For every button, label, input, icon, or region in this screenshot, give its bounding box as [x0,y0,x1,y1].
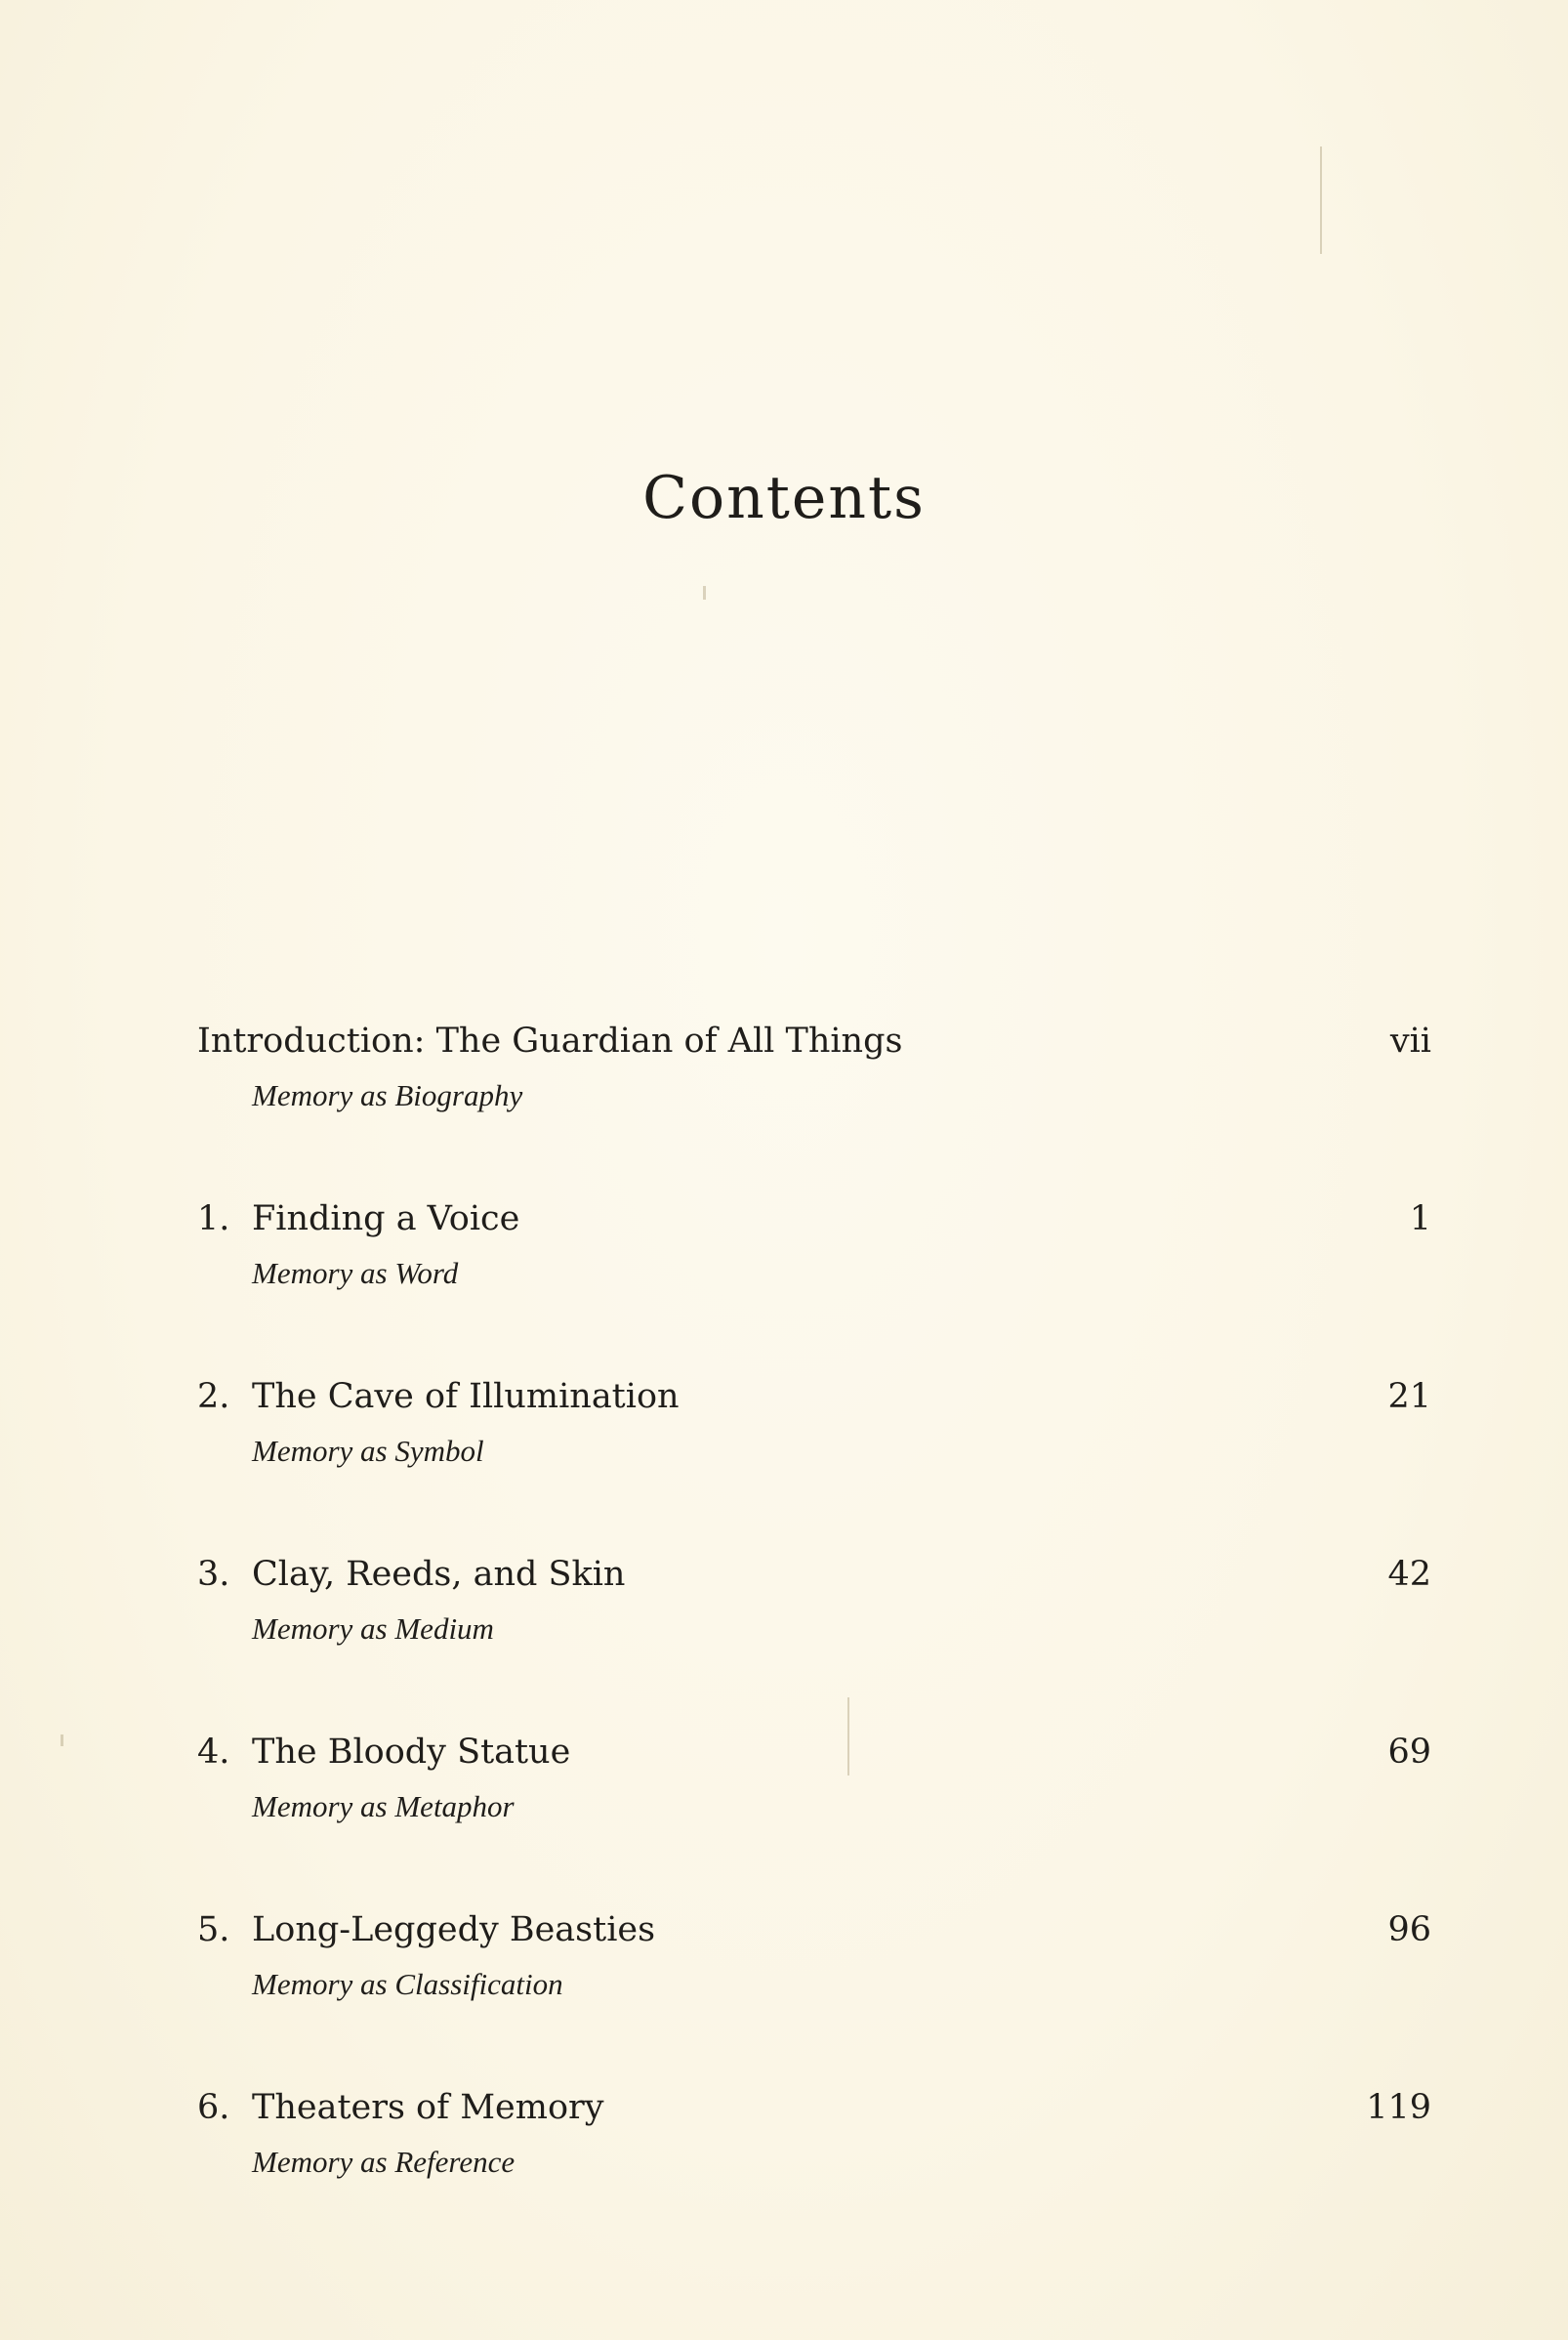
toc-entry-chapter-6 [0,2086,1568,2203]
chapter-number: 5. [197,1910,230,1949]
toc-entry-chapter-3 [0,1553,1568,1670]
entry-subtitle: Memory as Biography [252,1078,523,1112]
entry-page-number: 1 [1409,1199,1431,1238]
entry-title: Clay, Reeds, and Skin [252,1555,626,1594]
page-title: Contents [642,464,926,533]
entry-page-number: 96 [1387,1910,1431,1949]
entry-subtitle: Memory as Reference [252,2145,516,2179]
toc-entry-chapter-4 [0,1731,1568,1848]
entry-title: The Bloody Statue [252,1733,571,1772]
chapter-number: 6. [197,2088,230,2127]
entry-title: Theaters of Memory [252,2088,604,2127]
chapter-number: 2. [197,1377,230,1416]
toc-entry-chapter-2 [0,1375,1568,1492]
toc-entry-chapter-1 [0,1197,1568,1315]
entry-page-number: 69 [1387,1733,1431,1772]
entry-page-number: 21 [1387,1377,1431,1416]
chapter-number: 4. [197,1733,230,1772]
entry-subtitle: Memory as Symbol [252,1434,484,1468]
entry-page-number: 42 [1387,1555,1431,1594]
entry-subtitle: Memory as Metaphor [252,1789,515,1823]
entry-title: Finding a Voice [252,1199,520,1238]
entry-title: Long-Leggedy Beasties [252,1910,656,1949]
toc-entry-chapter-5 [0,1908,1568,2026]
chapter-number: 1. [197,1199,230,1238]
entry-title: The Cave of Illumination [252,1377,680,1416]
entry-title: Introduction: The Guardian of All Things [197,1022,903,1061]
entry-subtitle: Memory as Classification [252,1967,563,2001]
entry-page-number: vii [1389,1022,1431,1061]
toc-entry-introduction [0,1020,1568,1137]
entry-page-number: 119 [1366,2088,1431,2127]
entry-subtitle: Memory as Word [252,1256,459,1290]
chapter-number: 3. [197,1555,230,1594]
entry-subtitle: Memory as Medium [252,1611,494,1646]
